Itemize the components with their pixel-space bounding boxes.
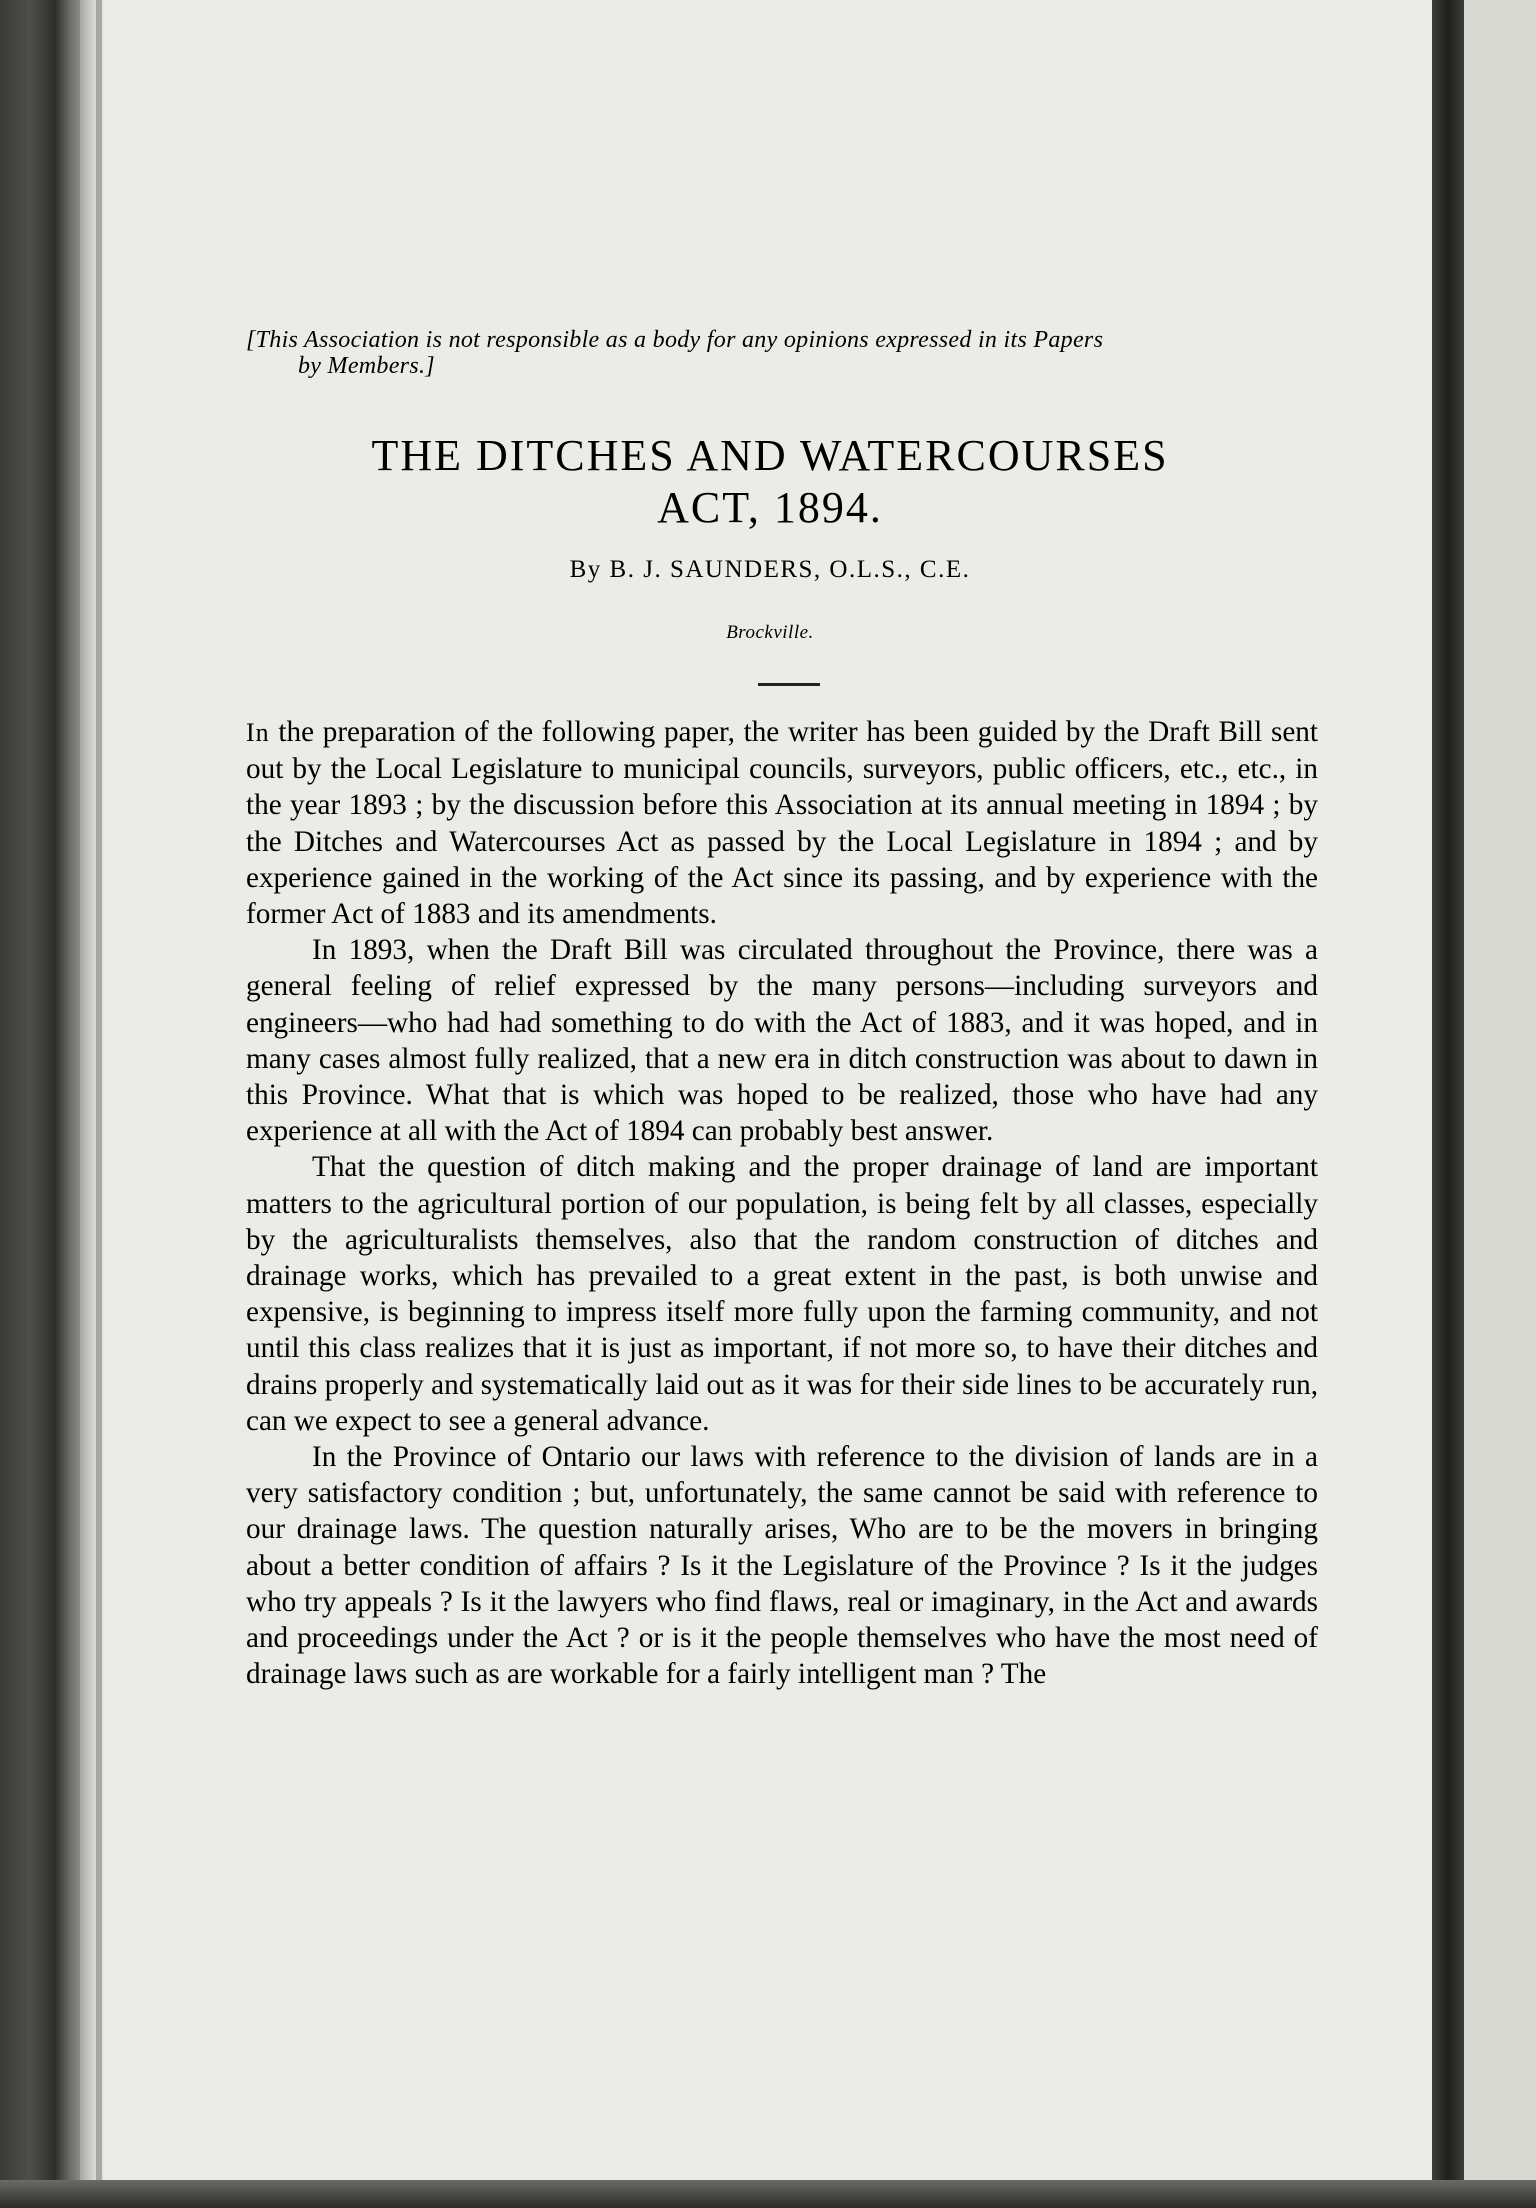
paragraph-1-lead: In — [246, 718, 270, 747]
article-body — [246, 714, 1318, 1692]
paragraph-4: In the Province of Ontario our laws with reference to the division of lands are in a very satisfactory condition ; but, unfortunately, the same cannot be said with reference to our drainage laws. The question naturally arises, Who are to be the movers in bringing about a better condition of affairs ? Is it the Legislature of the Province ? Is it the judges who try appeals ? Is it the lawyers who find flaws, real or imaginary, in the Act and awards and proceedings under the Act ? or is it the people themselves who have the most need of drainage laws such as are workable for a fairly intelligent man ? The — [246, 1441, 1318, 1691]
author-byline: By B. J. SAUNDERS, O.L.S., C.E. — [569, 556, 971, 583]
paragraph-3: That the question of ditch making and the proper drainage of land are important matters to the agricultural portion of our population, is being felt by all classes, especially by the agriculturalists themselves, also that the random construction of ditches and drainage works, which has prevailed to a great extent in the past, is both unwise and expensive, is beginning to impress itself more fully upon the farming community, and not until this class realizes that it is just as important, if not more so, to have their ditches and drains properly and systematically laid out as it was for their side lines to be accurately run, can we expect to see a general advance. — [246, 1151, 1318, 1437]
author-location: Brockville. — [726, 622, 814, 643]
disclaimer-line-1: [This Association is not responsible as a body for any opinions expressed in its Papers — [246, 327, 1104, 353]
disclaimer-note — [246, 327, 1326, 379]
article-title — [240, 430, 1300, 534]
bottom-edge-shadow — [0, 2180, 1536, 2208]
adjacent-page — [1464, 0, 1536, 2208]
paragraph-1-text: the preparation of the following paper, the writer has been guided by the Draft Bill sent out by the Local Legislature to municipal councils, surveyors, public officers, etc., etc., in the year 1893 ; by the discussion before this Association at its annual meeting in 1894 ; by the Ditches and Watercourses Act as passed by the Local Legislature in 1894 ; and by experience gained in the working of the Act since its passing, and by experience with the former Act of 1883 and its amendments. — [246, 716, 1318, 931]
paragraph-2: In 1893, when the Draft Bill was circulated throughout the Province, there was a general feeling of relief expressed by the many persons—including surveyors and engineers—who had had something to do with the Act of 1883, and it was hoped, and in many cases almost fully realized, that a new era in ditch construction was about to dawn in this Province. What that is which was hoped to be realized, those who have had any experience at all with the Act of 1894 can probably best answer. — [246, 934, 1318, 1148]
title-line-2: ACT, 1894. — [657, 483, 883, 532]
page-edge-shadow — [1432, 0, 1464, 2208]
book-spine — [0, 0, 80, 2208]
disclaimer-line-2: by Members.] — [298, 353, 435, 379]
paragraph-1 — [246, 714, 1318, 932]
title-line-1: THE DITCHES AND WATERCOURSES — [371, 431, 1169, 480]
gutter-line — [96, 0, 102, 2208]
section-divider — [758, 683, 820, 686]
